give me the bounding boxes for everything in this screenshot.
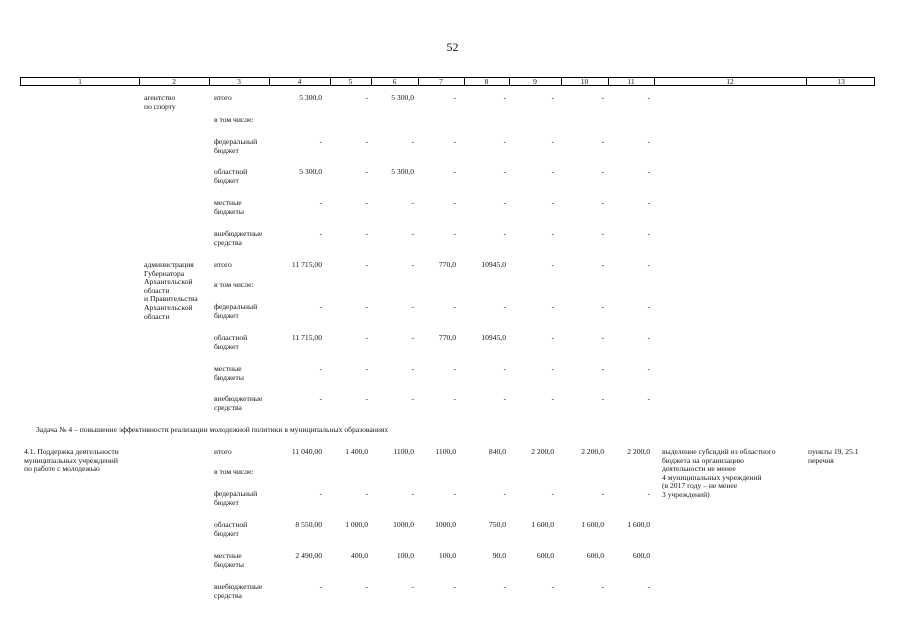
cell-value: - — [647, 364, 650, 373]
cell-value: 90,0 — [492, 551, 506, 560]
column-header: 8 — [484, 77, 489, 86]
column-header: 5 — [348, 77, 353, 86]
row-label-obl: областной бюджет — [214, 520, 248, 538]
cell-value: 8 550,00 — [295, 520, 322, 529]
cell-value: 11 040,00 — [291, 447, 322, 456]
row-label-fed: федеральный бюджет — [214, 489, 258, 507]
cell-value: - — [411, 137, 414, 146]
cell-value: - — [647, 333, 650, 342]
column-header: 6 — [392, 77, 397, 86]
cell-value: - — [503, 229, 506, 238]
cell-value: - — [319, 198, 322, 207]
cell-value: 1100,0 — [435, 447, 456, 456]
cell-value: - — [503, 302, 506, 311]
row-label-mest: местные бюджеты — [214, 364, 244, 382]
column-header: 4 — [297, 77, 302, 86]
cell-value: - — [365, 93, 368, 102]
cell-value: - — [453, 364, 456, 373]
cell-value: - — [365, 137, 368, 146]
cell-value: - — [319, 582, 322, 591]
cell-value: - — [453, 137, 456, 146]
task-heading: Задача № 4 – повышение эффективности реализации молодежной политики в муниципальных образованиях — [36, 425, 389, 434]
cell-value: - — [453, 93, 456, 102]
cell-value: - — [453, 302, 456, 311]
cell-value: - — [411, 394, 414, 403]
cell-value: - — [411, 229, 414, 238]
cell-value: - — [503, 137, 506, 146]
cell-value: - — [647, 137, 650, 146]
cell-value: 5 300,0 — [391, 167, 414, 176]
cell-value: - — [601, 137, 604, 146]
row-label-fed: федеральный бюджет — [214, 137, 258, 155]
cell-value: 600,0 — [536, 551, 554, 560]
row-label-vtch: в том числе: — [214, 280, 254, 289]
column-header: 11 — [627, 77, 635, 86]
cell-value: 1 600,0 — [627, 520, 650, 529]
cell-value: - — [601, 198, 604, 207]
cell-value: - — [365, 198, 368, 207]
row-label-mest: местные бюджеты — [214, 551, 244, 569]
cell-value: 100,0 — [438, 551, 456, 560]
measure-name: 4.1. Поддержка деятельности муниципальных учреждений по работе с молодежью — [24, 447, 119, 474]
cell-value: - — [601, 260, 604, 269]
row-label-vneb: внебюджетные средства — [214, 394, 263, 412]
cell-value: - — [453, 394, 456, 403]
row-label-vneb: внебюджетные средства — [214, 582, 263, 600]
cell-value: - — [453, 582, 456, 591]
cell-value: - — [601, 582, 604, 591]
cell-value: 1100,0 — [393, 447, 414, 456]
row-label-obl: областной бюджет — [214, 167, 248, 185]
cell-value: - — [647, 394, 650, 403]
cell-value: - — [551, 137, 554, 146]
cell-value: 840,0 — [488, 447, 506, 456]
cell-value: - — [551, 333, 554, 342]
cell-value: - — [503, 582, 506, 591]
cell-value: 11 715,00 — [291, 260, 322, 269]
cell-value: - — [503, 167, 506, 176]
cell-value: 750,0 — [488, 520, 506, 529]
row-label-vneb: внебюджетные средства — [214, 229, 263, 247]
cell-value: - — [365, 582, 368, 591]
cell-value: - — [319, 489, 322, 498]
cell-value: - — [551, 302, 554, 311]
cell-value: - — [601, 489, 604, 498]
executor-name: агентство по спорту — [144, 93, 176, 111]
cell-value: 1 600,0 — [531, 520, 554, 529]
cell-value: - — [601, 302, 604, 311]
cell-value: 11 715,00 — [291, 333, 322, 342]
cell-value: - — [453, 167, 456, 176]
cell-value: - — [647, 229, 650, 238]
cell-value: - — [647, 198, 650, 207]
cell-value: 1000,0 — [393, 520, 414, 529]
cell-value: - — [601, 167, 604, 176]
cell-value: - — [411, 333, 414, 342]
cell-value: 2 200,0 — [581, 447, 604, 456]
table-header-row — [20, 77, 875, 86]
cell-value: 600,0 — [632, 551, 650, 560]
cell-value: - — [319, 394, 322, 403]
cell-value: - — [453, 198, 456, 207]
column-header: 12 — [726, 77, 734, 86]
cell-value: - — [551, 364, 554, 373]
cell-value: 10945,0 — [481, 260, 506, 269]
cell-value: - — [503, 198, 506, 207]
row-label-itogo: итого — [214, 93, 232, 102]
cell-value: - — [365, 167, 368, 176]
cell-value: - — [365, 302, 368, 311]
cell-value: - — [365, 260, 368, 269]
cell-value: 770,0 — [438, 260, 456, 269]
cell-value: 400,0 — [350, 551, 368, 560]
cell-value: - — [319, 229, 322, 238]
cell-value: 600,0 — [586, 551, 604, 560]
cell-value: - — [365, 229, 368, 238]
cell-value: 2 200,0 — [627, 447, 650, 456]
column-header: 9 — [533, 77, 537, 86]
cell-value: 1 000,0 — [345, 520, 368, 529]
cell-value: 1000,0 — [435, 520, 456, 529]
cell-value: - — [411, 198, 414, 207]
cell-value: 100,0 — [396, 551, 414, 560]
cell-value: - — [647, 489, 650, 498]
cell-value: - — [365, 394, 368, 403]
cell-value: - — [411, 364, 414, 373]
cell-value: - — [647, 167, 650, 176]
column-header: 13 — [837, 77, 845, 86]
cell-value: - — [453, 229, 456, 238]
column-header: 10 — [580, 77, 589, 86]
column-header: 7 — [439, 77, 443, 86]
cell-value: - — [551, 582, 554, 591]
cell-value: - — [551, 229, 554, 238]
column-header: 1 — [78, 77, 82, 86]
cell-value: - — [319, 137, 322, 146]
cell-value: - — [551, 167, 554, 176]
cell-value: - — [411, 260, 414, 269]
page-number: 52 — [446, 40, 459, 54]
reference-links: пункты 19, 25.1 перечня — [808, 447, 859, 465]
row-label-obl: областной бюджет — [214, 333, 248, 351]
row-label-vtch: в том числе: — [214, 467, 254, 476]
cell-value: - — [551, 93, 554, 102]
cell-value: - — [551, 198, 554, 207]
row-label-itogo: итого — [214, 260, 232, 269]
row-label-vtch: в том числе: — [214, 115, 254, 124]
cell-value: - — [365, 489, 368, 498]
cell-value: 2 490,00 — [295, 551, 322, 560]
cell-value: - — [365, 364, 368, 373]
cell-value: - — [503, 394, 506, 403]
cell-value: - — [365, 333, 368, 342]
cell-value: - — [551, 394, 554, 403]
cell-value: 5 300,0 — [391, 93, 414, 102]
cell-value: - — [503, 364, 506, 373]
cell-value: - — [601, 333, 604, 342]
row-label-fed: федеральный бюджет — [214, 302, 258, 320]
cell-value: 770,0 — [438, 333, 456, 342]
cell-value: - — [319, 302, 322, 311]
cell-value: - — [551, 489, 554, 498]
cell-value: 5 300,0 — [299, 93, 322, 102]
cell-value: - — [601, 229, 604, 238]
cell-value: - — [453, 489, 456, 498]
cell-value: - — [319, 364, 322, 373]
cell-value: 1 600,0 — [581, 520, 604, 529]
cell-value: - — [601, 364, 604, 373]
column-header: 2 — [172, 77, 176, 86]
cell-value: 5 300,0 — [299, 167, 322, 176]
cell-value: - — [601, 93, 604, 102]
cell-value: - — [551, 260, 554, 269]
cell-value: - — [647, 260, 650, 269]
cell-value: - — [647, 582, 650, 591]
row-label-mest: местные бюджеты — [214, 198, 244, 216]
cell-value: - — [647, 93, 650, 102]
cell-value: - — [503, 93, 506, 102]
cell-value: 10945,0 — [481, 333, 506, 342]
cell-value: - — [411, 302, 414, 311]
cell-value: 2 200,0 — [531, 447, 554, 456]
cell-value: - — [411, 582, 414, 591]
cell-value: - — [411, 489, 414, 498]
cell-value: - — [647, 302, 650, 311]
row-label-itogo: итого — [214, 447, 232, 456]
column-header: 3 — [237, 77, 241, 86]
expected-result: выделение субсидий из областного бюджета на организацию деятельности не менее 4 муниципальных учреждений (в 2017 году – не менее 3 учреждений) — [662, 447, 776, 499]
executor-name: администрация Губернатора Архангельской области и Правительства Архангельской области — [144, 260, 198, 321]
cell-value: 1 400,0 — [345, 447, 368, 456]
cell-value: - — [503, 489, 506, 498]
cell-value: - — [601, 394, 604, 403]
